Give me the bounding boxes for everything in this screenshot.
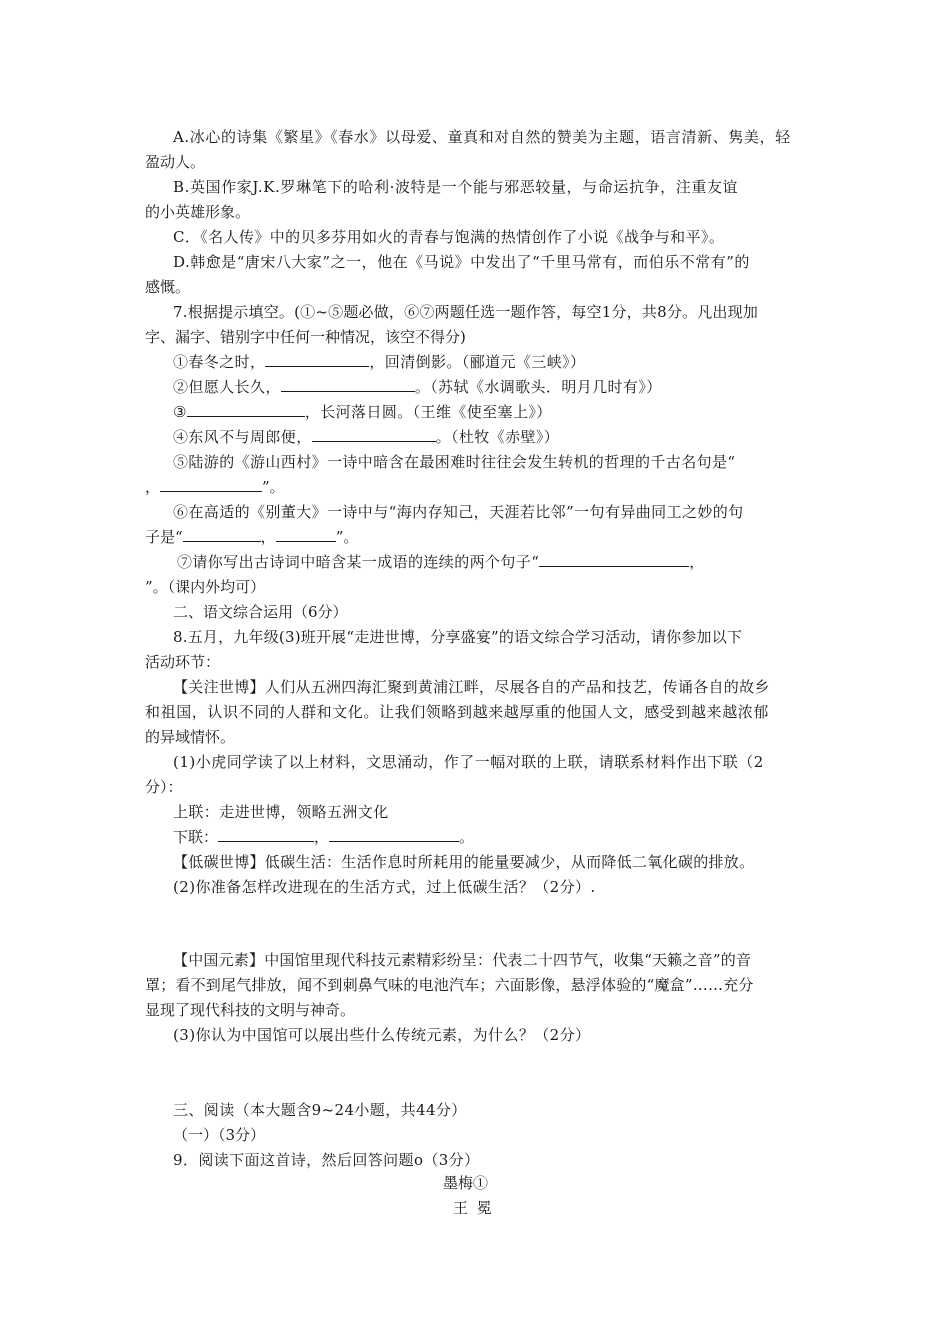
fill-blank[interactable] — [281, 377, 415, 392]
question-8-intro-2: 活动环节： — [145, 653, 221, 671]
fill-item-7-comma: ， — [689, 553, 705, 571]
poem-author: 王 冕 — [453, 1199, 494, 1217]
section-3-heading: 三、阅读（本大题含9~24小题，共44分） — [173, 1101, 467, 1119]
fill-blank[interactable] — [539, 552, 689, 567]
fill-item-4-prefix: ④东风不与周郎便， — [173, 428, 312, 446]
option-b-line-2: 的小英雄形象。 — [145, 203, 251, 221]
fill-blank[interactable] — [218, 827, 314, 842]
option-a-line-1: A.冰心的诗集《繁星》《春水》以母爱、童真和对自然的赞美为主题，语言清新、隽美，轻 — [173, 128, 791, 146]
fill-item-4 — [173, 427, 559, 447]
fill-item-5-comma: ， — [145, 478, 161, 496]
fill-item-6-line-2 — [145, 527, 358, 547]
fill-blank[interactable] — [183, 527, 261, 542]
low-carbon-para: 【低碳世博】低碳生活：生活作息时所耗用的能量要减少，从而降低二氧化碳的排放。 — [173, 853, 755, 871]
option-b-line-1: B.英国作家J.K.罗琳笔下的哈利·波特是一个能与邪恶较量，与命运抗争，注重友谊 — [173, 178, 739, 196]
fill-item-3-prefix: ③ — [173, 403, 187, 421]
expo-focus-para-3: 的异域情怀。 — [145, 728, 236, 746]
expo-focus-para-2: 和祖国，认识不同的人群和文化。让我们领略到越来越厚重的他国人文，感受到越来越浓郁 — [145, 703, 770, 721]
option-c-line: C．《名人传》中的贝多芬用如火的青春与饱满的热情创作了小说《战争与和平》。 — [173, 228, 725, 246]
fill-item-2-suffix: 。（苏轼《水调歌头．明月几时有》） — [414, 378, 662, 396]
couplet-first-line: 上联：走进世博，领略五洲文化 — [173, 803, 389, 821]
fill-blank[interactable] — [265, 352, 369, 367]
fill-item-5-line-1: ⑤陆游的《游山西村》一诗中暗含在最困难时往往会发生转机的哲理的千古名句是“ — [173, 453, 736, 471]
fill-item-5-close: ”。 — [262, 478, 285, 496]
question-9: 9．阅读下面这首诗，然后回答问题o（3分） — [173, 1151, 480, 1169]
fill-blank[interactable] — [312, 427, 436, 442]
part-1-heading: （一）（3分） — [173, 1126, 266, 1144]
fill-item-6-line-1: ⑥在高适的《别董大》一诗中与“海内存知己，天涯若比邻”一句有异曲同工之妙的句 — [173, 503, 744, 521]
fill-blank[interactable] — [276, 527, 336, 542]
section-2-heading: 二、语文综合运用（6分） — [173, 603, 348, 621]
fill-blank[interactable] — [329, 827, 459, 842]
poem-title: 墨梅① — [443, 1174, 489, 1192]
question-7-instruction-2: 字、漏字、错别字中任何一种情况，该空不得分) — [145, 328, 466, 346]
option-d-line-2: 感慨。 — [145, 278, 191, 296]
option-a-line-2: 盈动人。 — [145, 153, 206, 171]
fill-item-7-prefix: ⑦请你写出古诗词中暗含某一成语的连续的两个句子“ — [177, 553, 540, 571]
subquestion-2: (2)你准备怎样改进现在的生活方式，过上低碳生活？（2分）. — [173, 878, 596, 896]
fill-item-7-line-2: ”。（课内外均可） — [145, 578, 266, 596]
fill-item-1-prefix: ①春冬之时， — [173, 353, 266, 371]
couplet-comma: ， — [314, 828, 330, 846]
fill-blank[interactable] — [160, 477, 262, 492]
couplet-second-label: 下联： — [173, 828, 219, 846]
fill-item-6-close: ”。 — [335, 528, 359, 546]
fill-item-3-suffix: ，长河落日圆。（王维《使至塞上》） — [304, 403, 552, 421]
subquestion-1-line-1: (1)小虎同学读了以上材料，文思涌动，作了一幅对联的上联，请联系材料作出下联（2 — [173, 753, 764, 771]
china-element-para-1: 【中国元素】中国馆里现代科技元素精彩纷呈：代表二十四节气，收集“天籁之音”的音 — [173, 951, 752, 969]
couplet-period: 。 — [459, 828, 475, 846]
option-d-line-1: D.韩愈是“唐宋八大家”之一，他在《马说》中发出了“千里马常有，而伯乐不常有”的 — [173, 253, 750, 271]
fill-item-6-comma: ， — [260, 528, 276, 546]
fill-item-3 — [173, 402, 552, 422]
subquestion-3: (3)你认为中国馆可以展出些什么传统元素，为什么？（2分） — [173, 1026, 591, 1044]
expo-focus-para-1: 【关注世博】人们从五洲四海汇聚到黄浦江畔，尽展各自的产品和技艺，传诵各自的故乡 — [173, 678, 770, 696]
china-element-para-3: 显现了现代科技的文明与神奇。 — [145, 1001, 356, 1019]
question-7-instruction-1: 7.根据提示填空。(①~⑤题必做，⑥⑦两题任选一题作答，每空1分，共8分。凡出现加 — [173, 303, 759, 321]
fill-item-2 — [173, 377, 662, 397]
fill-item-1 — [173, 352, 585, 372]
fill-item-1-suffix: ，回清倒影。（郦道元《三峡》） — [369, 353, 586, 371]
subquestion-1-line-2: 分）： — [145, 778, 183, 796]
question-8-intro-1: 8.五月，九年级(3)班开展“走进世博，分享盛宴”的语文综合学习活动，请你参加以下 — [173, 628, 743, 646]
fill-item-5-line-2 — [145, 477, 285, 497]
fill-item-7-line-1 — [177, 552, 705, 572]
fill-blank[interactable] — [187, 402, 305, 417]
fill-item-4-suffix: 。（杜牧《赤壁》） — [435, 428, 560, 446]
fill-item-2-prefix: ②但愿人长久， — [173, 378, 281, 396]
fill-item-6-prefix: 子是“ — [145, 528, 183, 546]
couplet-second-line — [173, 827, 474, 847]
china-element-para-2: 罩；看不到尾气排放，闻不到刺鼻气味的电池汽车；六面影像，悬浮体验的“魔盒”……充分 — [145, 976, 754, 994]
